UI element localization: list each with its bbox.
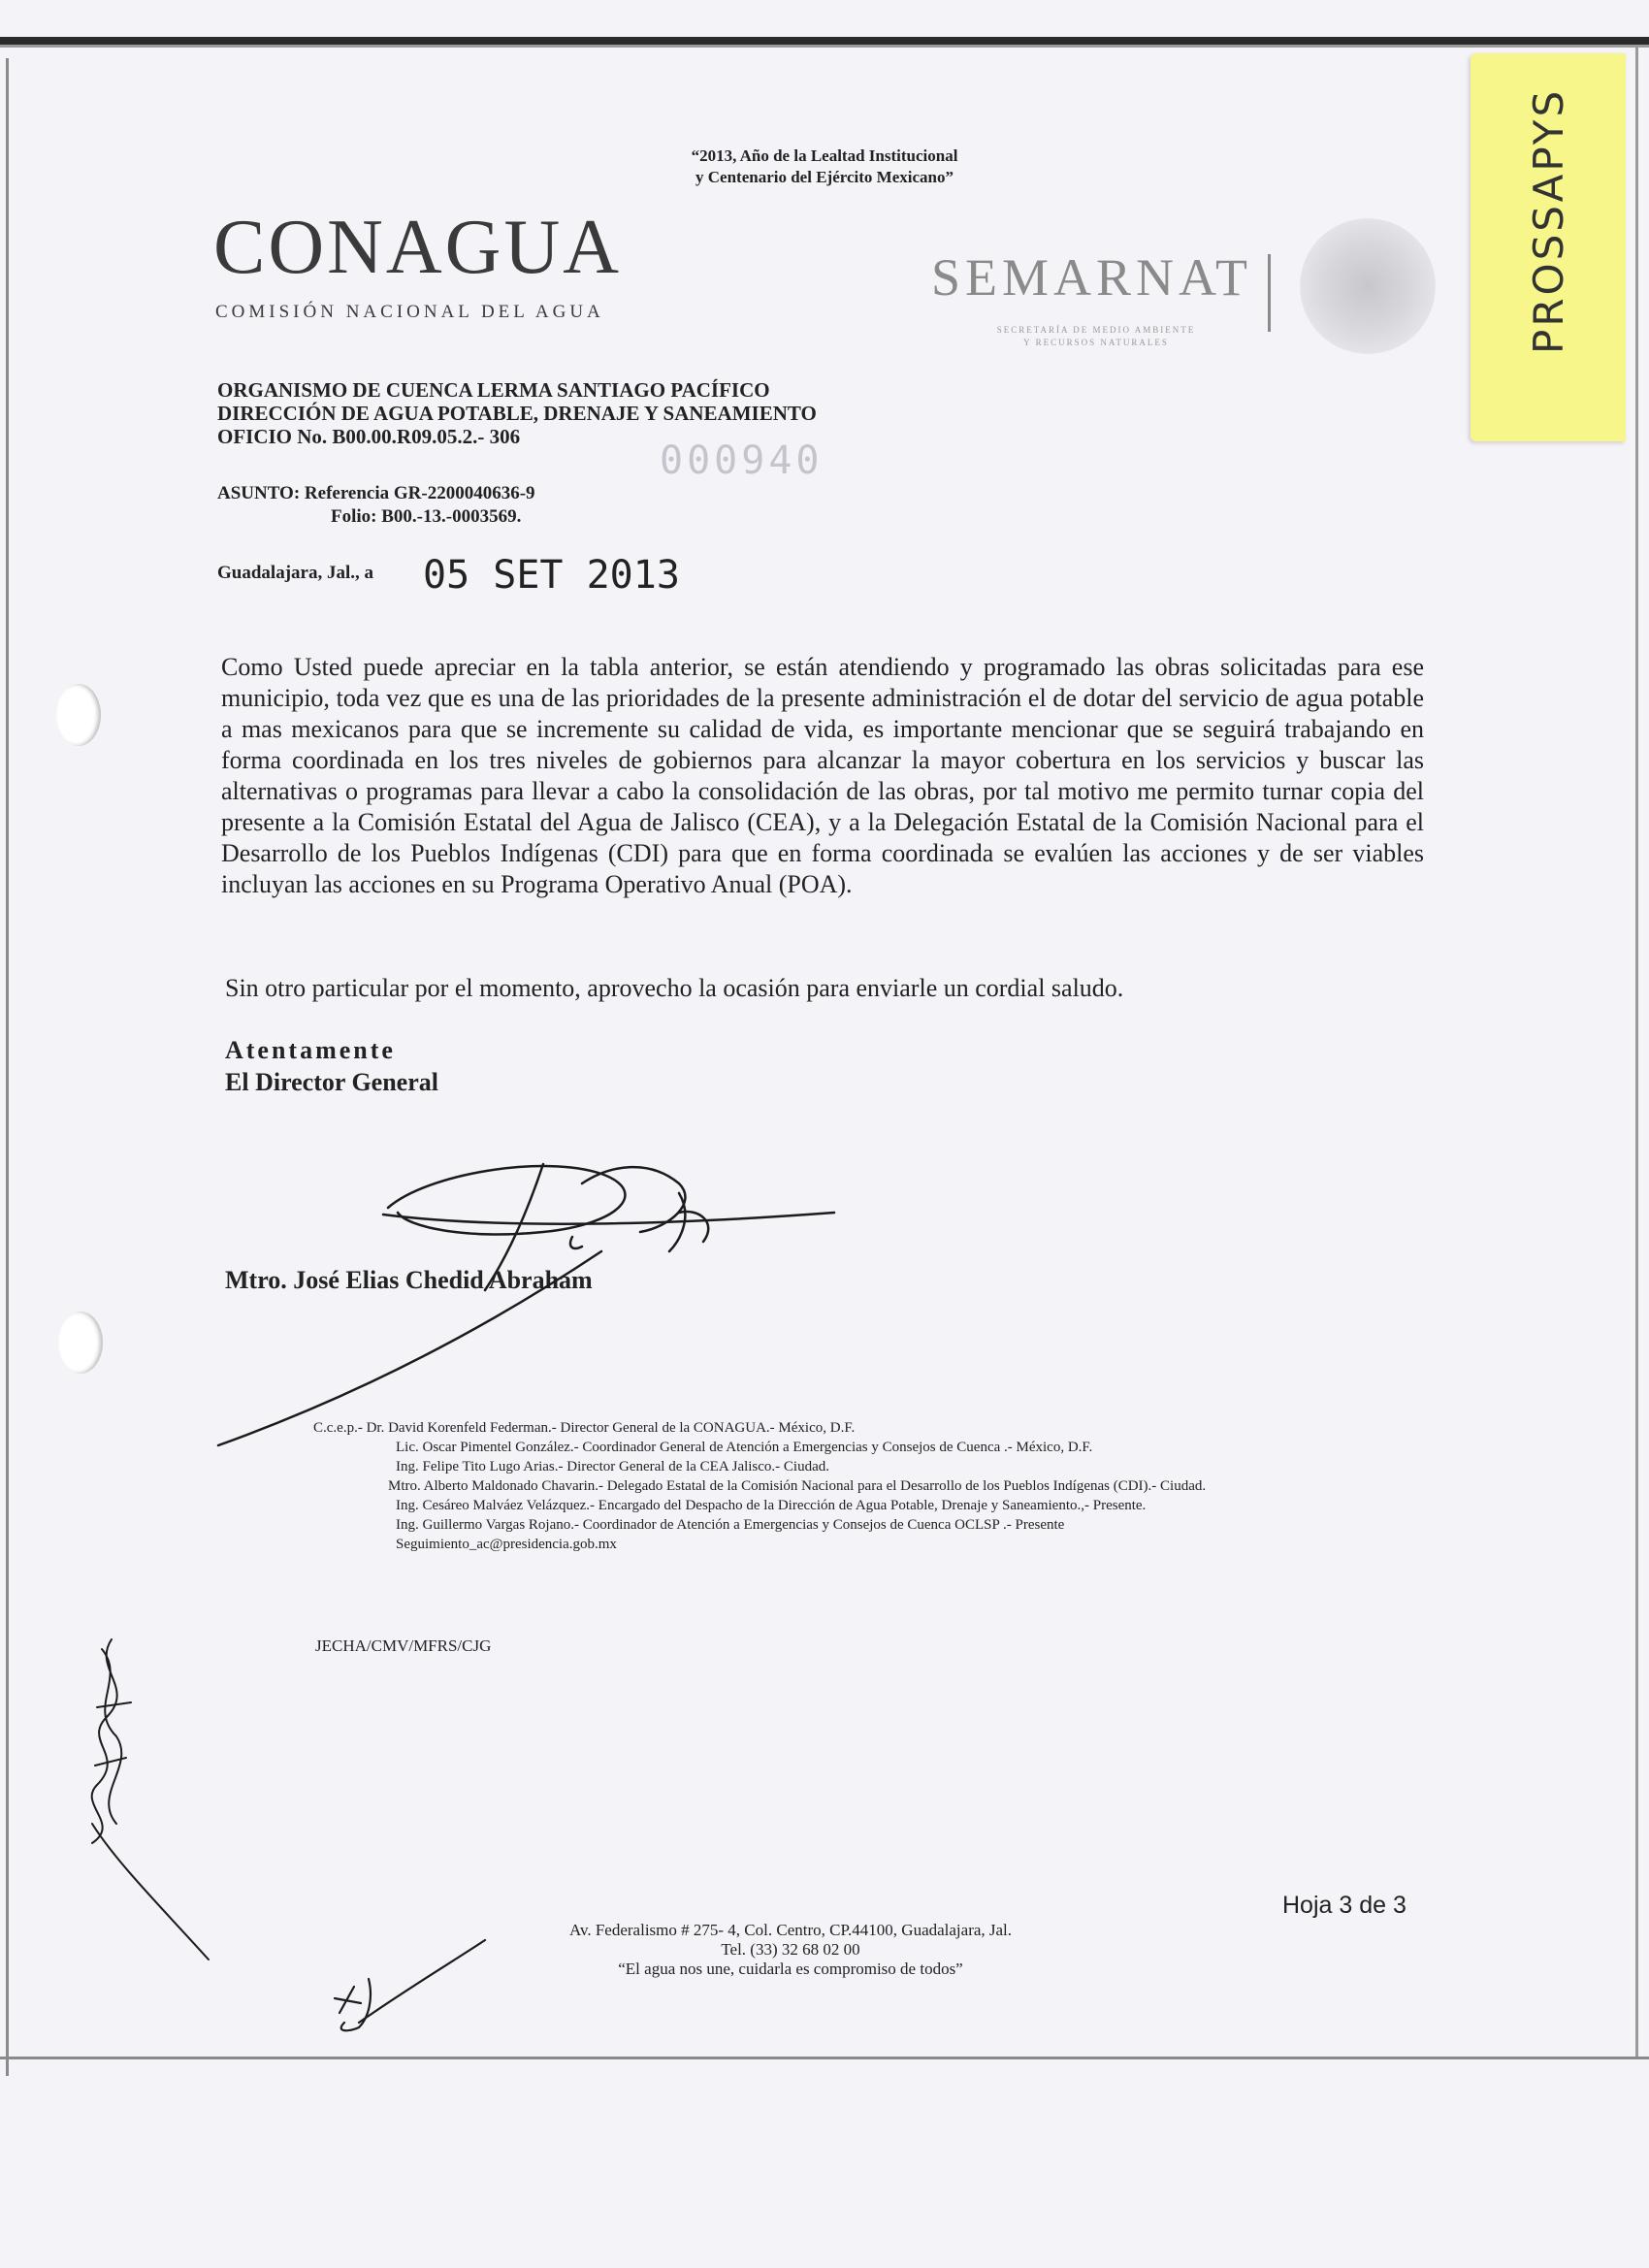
reference-initials: JECHA/CMV/MFRS/CJG xyxy=(315,1636,492,1655)
semarnat-logo: SEMARNAT xyxy=(931,248,1253,307)
signer-name: Mtro. José Elias Chedid Abraham xyxy=(225,1266,593,1294)
received-stamp-number: 000940 xyxy=(660,438,824,483)
body-paragraph-2: Sin otro particular por el momento, aprovecho la ocasión para enviarle un cordial saludo. xyxy=(225,974,1124,1002)
office-line-2: DIRECCIÓN DE AGUA POTABLE, DRENAJE Y SANEAMIENTO xyxy=(217,402,817,425)
office-number: OFICIO No. B00.00.R09.05.2.- 306 xyxy=(217,425,521,448)
ccp-line-5: Ing. Cesáreo Malváez Velázquez.- Encargado del Despacho de la Dirección de Agua Potable, Drenaje y Saneamiento.,- Presente. xyxy=(396,1498,1147,1513)
motto-line-2: y Centenario del Ejército Mexicano” xyxy=(695,168,954,186)
motto-line-1: “2013, Año de la Lealtad Institucional xyxy=(691,146,958,165)
semarnat-sub-line-1: SECRETARÍA DE MEDIO AMBIENTE xyxy=(996,325,1196,335)
ccp-line-7: Seguimiento_ac@presidencia.gob.mx xyxy=(396,1537,617,1552)
office-line-1: ORGANISMO DE CUENCA LERMA SANTIAGO PACÍFICO xyxy=(217,378,770,402)
footer-slogan: “El agua nos une, cuidarla es compromiso de todos” xyxy=(618,1960,963,1978)
ccp-line-2: Lic. Oscar Pimentel González.- Coordinador General de Atención a Emergencias y Consejos de Cuenca .- México, D.F. xyxy=(396,1440,1093,1455)
signer-title: El Director General xyxy=(225,1068,438,1096)
footer xyxy=(446,1921,1135,1979)
copy-recipients-first xyxy=(313,1418,855,1438)
page-number: Hoja 3 de 3 xyxy=(1282,1892,1406,1919)
footer-address: Av. Federalismo # 275- 4, Col. Centro, CP.44100, Guadalajara, Jal. xyxy=(568,1921,1013,1939)
subject-folio: Folio: B00.-13.-0003569. xyxy=(331,506,522,527)
scan-edge-bottom xyxy=(0,2057,1649,2059)
copy-recipients-list xyxy=(388,1438,1207,1554)
ccp-line-1: C.c.e.p.- Dr. David Korenfeld Federman.- Director General de la CONAGUA.- México, D.F. xyxy=(313,1420,856,1436)
subject-reference: ASUNTO: Referencia GR-2200040636-9 xyxy=(217,483,535,503)
margin-paraph xyxy=(92,1639,209,1960)
subject-block xyxy=(217,482,535,529)
footer-phone: Tel. (33) 32 68 02 00 xyxy=(721,1940,860,1959)
punch-hole-lower xyxy=(58,1312,103,1374)
year-motto xyxy=(601,146,1048,188)
ccp-line-6: Ing. Guillermo Vargas Rojano.- Coordinador de Atención a Emergencias y Consejos de Cuenca OCLSP .- Presente xyxy=(396,1517,1065,1533)
semarnat-sub-line-2: Y RECURSOS NATURALES xyxy=(1023,338,1169,347)
punch-hole-upper xyxy=(56,684,101,746)
scan-edge-right xyxy=(1635,45,1638,2057)
body-paragraph-1: Como Usted puede apreciar en la tabla anterior, se están atendiendo y programado las obras solicitadas para ese municipio, toda vez que es una de las prioridades de la presente administración el de dotar del servicio de agua potable a mas mexicanos para que se incremente su calidad de vida, es importante mencionar que se seguirá trabajando en forma coordinada en los tres niveles de gobiernos para alcanzar la mayor cobertura en los servicios y buscar las alternativas o programas para llevar a cabo la consolidación de las obras, por tal motivo me permito turnar copia del presente a la Comisión Estatal del Agua de Jalisco (CEA), y a la Delegación Estatal de la Comisión Nacional para el Desarrollo de los Pueblos Indígenas (CDI) para que en forma coordinada se evalúen las acciones y de ser viables incluyan las acciones en su Programa Operativo Anual (POA). xyxy=(221,653,1424,898)
scan-edge-top-shadow xyxy=(0,45,1649,48)
place-line: Guadalajara, Jal., a xyxy=(217,563,373,583)
national-seal-icon xyxy=(1300,218,1436,354)
date-stamp: 05 SET 2013 xyxy=(423,553,680,598)
sticky-note-text: PROSSAPYS xyxy=(1525,87,1572,354)
closing-salutation: Atentamente xyxy=(225,1036,396,1064)
scan-edge-left xyxy=(6,58,9,2076)
conagua-subtitle: COMISIÓN NACIONAL DEL AGUA xyxy=(215,302,604,322)
semarnat-divider xyxy=(1268,254,1271,332)
scan-edge-top xyxy=(0,37,1649,45)
semarnat-subtitle xyxy=(951,324,1242,349)
director-signature xyxy=(218,1164,834,1445)
ccp-line-3: Ing. Felipe Tito Lugo Arias.- Director General de la CEA Jalisco.- Ciudad. xyxy=(396,1459,830,1474)
conagua-logo: CONAGUA xyxy=(213,205,622,290)
ccp-line-4: Mtro. Alberto Maldonado Chavarin.- Delegado Estatal de la Comisión Nacional para el Desarrollo de los Pueblos Indígenas (CDI).- Ciudad. xyxy=(388,1478,1207,1494)
